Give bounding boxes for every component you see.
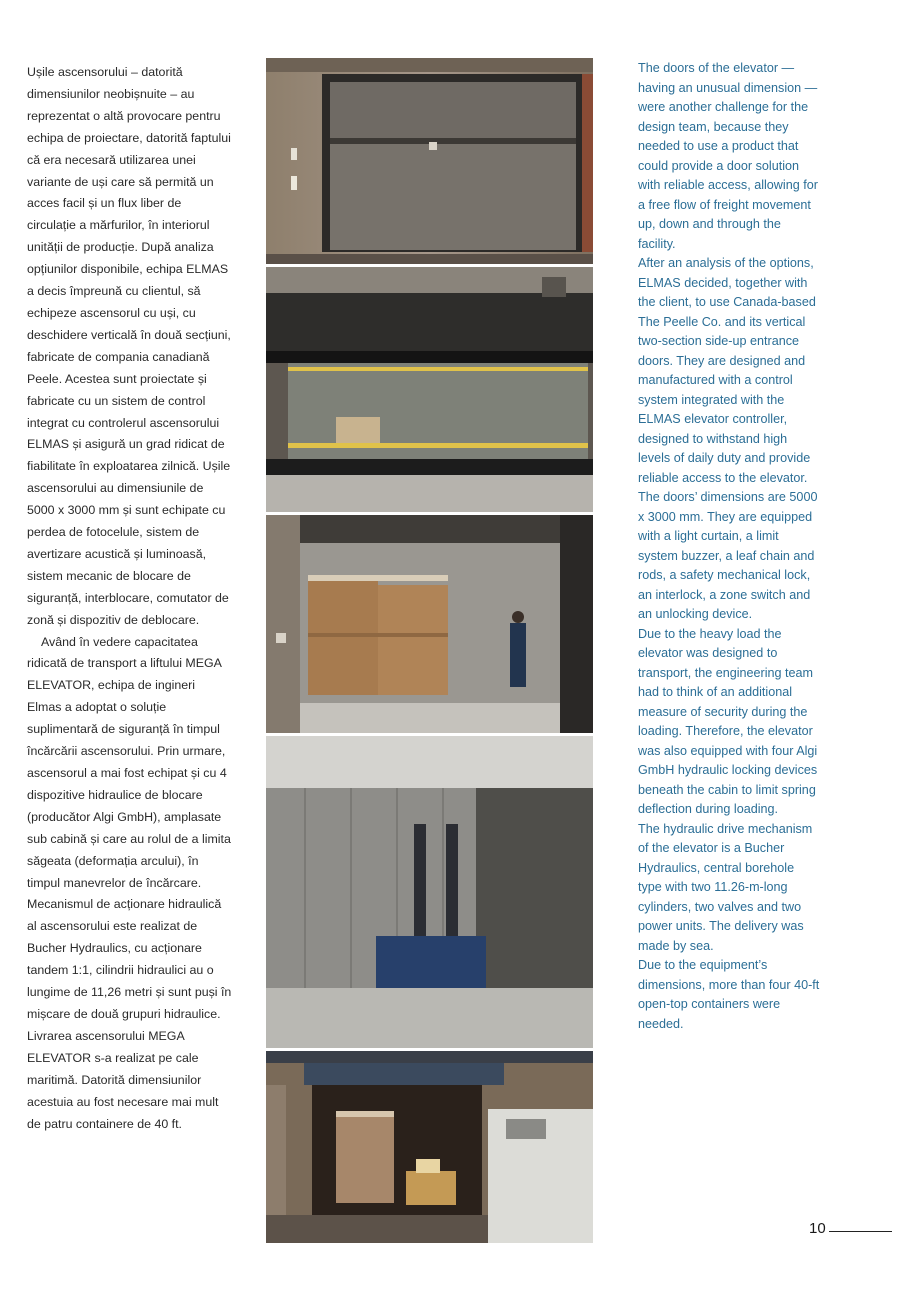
- loaded-elevator-cabin-photo: [266, 515, 593, 733]
- english-paragraph-3: Due to the heavy load the elevator was designed to transport, the engineering team had to think of an additional measure of security during the loading. Therefore, the elevator was also equipped with four Algi GmbH hydraulic locking devices beneath the cabin to limit spring deflection during loading.: [638, 626, 818, 816]
- half-open-elevator-doors-photo: [266, 267, 593, 512]
- romanian-paragraph-2: Având în vedere capacitatea ridicată de transport a liftului MEGA ELEVATOR, echipa de ingineri Elmas a adoptat o soluție suplimentară de siguranță în timpul încărcării ascensorului. Prin urmare, ascensorul a mai fost echipat și cu 4 dispozitive hidraulice de blocare (producător Algi GmbH), amplasate sub cabină și care au rolul de a limita săgeata (deformația arcului), în timpul manevrelor de încărcare. Mecanismul de acționare hidraulică al ascensorului este realizat de Bucher Hydraulics, cu acționare tandem 1:1, cilindrii hidraulici au o lungime de 11,26 metri și sunt puși în mișcare de două grupuri hidraulice. Livrarea ascensorului MEGA ELEVATOR s-a realizat pe cale maritimă. Datorită dimensiunilor acestuia au fost necesare mai mult de patru containere de 40 ft.: [27, 634, 232, 1131]
- page-number-rule: [829, 1231, 892, 1232]
- english-paragraph-5: Due to the equipment’s dimensions, more than four 40-ft open-top containers were needed.: [638, 958, 820, 1031]
- romanian-paragraph-1: Ușile ascensorului – datorită dimensiunilor neobișnuite – au reprezentat o altă provocare pentru echipa de proiectare, datorită faptului că era necesară utilizarea unei variante de uși care să permită un acces facil și un flux liber de circulație a mărfurilor, în interiorul unității de producție. După analiza opțiunilor disponibile, echipa ELMAS a decis împreună cu clientul, să echipeze ascensorul cu uși, cu deschidere verticală în două secțiuni, fabricate de compania canadiană Peele. Acestea sunt proiectate și fabricate cu un sistem de control integrat cu controlerul ascensorului ELMAS și asigură un grad ridicat de fiabilitate în exploatarea zilnică. Ușile ascensorului au dimensiunile de 5000 x 3000 mm și sunt echipate cu perdea de fotocelule, sistem de avertizare acustică și luminoasă, sistem mecanic de blocare de siguranță, interblocare, comutator de zonă și dispozitiv de deblocare.: [27, 65, 231, 627]
- english-paragraph-4: The hydraulic drive mechanism of the elevator is a Bucher Hydraulics, central borehole type with two 11.26-m-long cylinders, two valves and two power units. The delivery was made by sea.: [638, 821, 813, 953]
- english-text-column: [638, 59, 820, 1034]
- english-paragraph-2: After an analysis of the options, ELMAS decided, together with the client, to use Canada-based The Peelle Co. and its vertical two-section side-up entrance doors. They are designed and manufactured with a control system integrated with the ELMAS elevator controller, designed to withstand high levels of daily duty and provide reliable access to the elevator. The doors’ dimensions are 5000 x 3000 mm. They are equipped with a light curtain, a limit system buzzer, a leaf chain and rods, a safety mechanical lock, an interlock, a zone switch and an unlocking device.: [638, 256, 818, 621]
- shipping-crates-photo: [266, 1051, 593, 1243]
- page-number: 10: [809, 1220, 826, 1237]
- english-paragraph-1: The doors of the elevator — having an unusual dimension — were another challenge for the design team, because they needed to use a product that could provide a door solution with reliable access, allowing for a free flow of freight movement up, down and through the facility.: [638, 61, 818, 251]
- closed-elevator-doors-photo: [266, 58, 593, 264]
- romanian-text-column: [27, 62, 232, 1135]
- forklift-in-cabin-photo: [266, 736, 593, 1048]
